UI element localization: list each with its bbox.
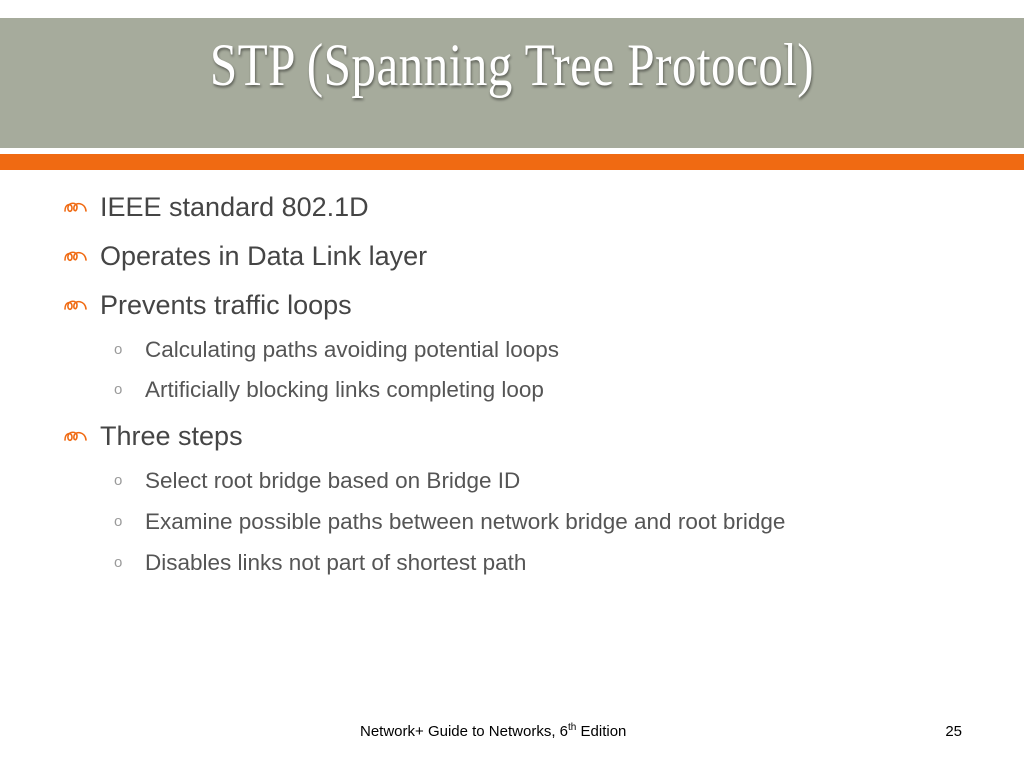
double-loop-icon — [63, 200, 89, 214]
circle-bullet-icon: o — [114, 554, 123, 571]
page-number: 25 — [945, 723, 962, 740]
circle-bullet-icon: o — [114, 513, 123, 530]
circle-bullet-icon: o — [114, 472, 123, 489]
bullet-text: IEEE standard 802.1D — [100, 192, 369, 222]
sub-bullet-text: Artificially blocking links completing loop — [145, 377, 544, 402]
sub-bullet-text: Select root bridge based on Bridge ID — [145, 468, 521, 493]
bullet-text: Prevents traffic loops — [100, 290, 352, 320]
footer-edition-superscript: th — [568, 722, 577, 733]
footer-edition-suffix: Edition — [576, 723, 627, 740]
circle-bullet-icon: o — [114, 381, 123, 398]
circle-bullet-icon: o — [114, 341, 123, 358]
sub-bullet-text: Disables links not part of shortest path — [145, 550, 527, 575]
double-loop-icon — [63, 249, 89, 263]
footer-title-prefix: Network+ Guide to Networks, 6 — [360, 723, 569, 740]
double-loop-icon — [63, 298, 89, 312]
bullet-text: Operates in Data Link layer — [100, 241, 428, 271]
sub-bullet-text: Calculating paths avoiding potential loops — [145, 337, 560, 362]
double-loop-icon — [63, 429, 89, 443]
slide-title: STP (Spanning Tree Protocol) — [209, 32, 815, 98]
bullet-text: Three steps — [100, 421, 243, 451]
footer-book-title — [360, 722, 626, 742]
sub-bullet-text: Examine possible paths between network bridge and root bridge — [145, 509, 786, 534]
